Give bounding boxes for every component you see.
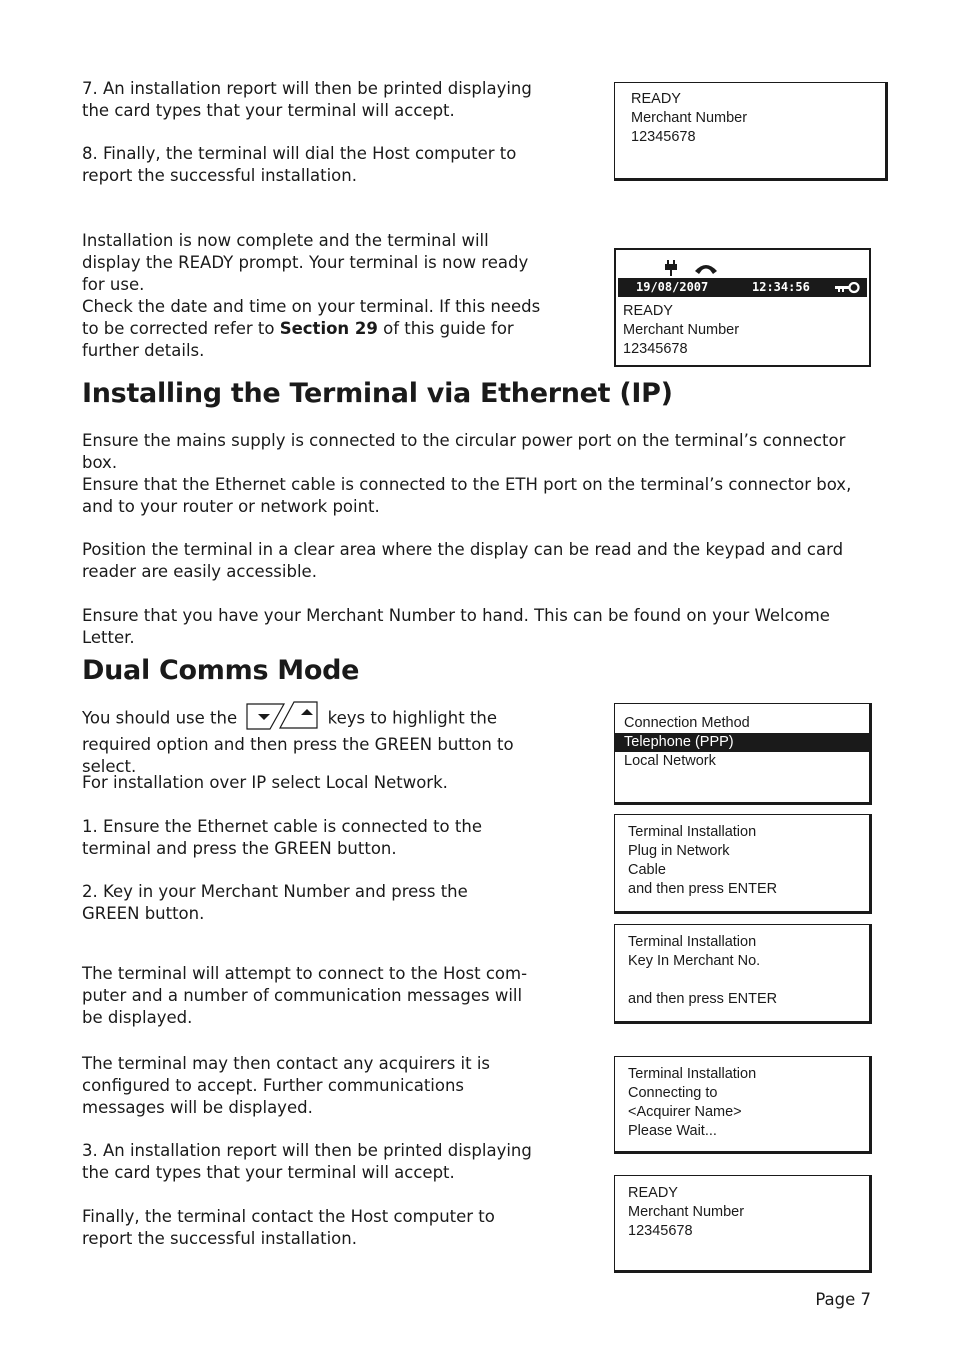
terminal-screen-key-merchant bbox=[614, 924, 872, 1024]
screen-line: READY bbox=[631, 91, 681, 107]
terminal-screen-plug-network bbox=[614, 814, 872, 914]
use-keys-text bbox=[82, 704, 562, 778]
connection-option-local-network[interactable]: Local Network bbox=[624, 753, 716, 769]
acquirers-text: The terminal may then contact any acquirers it is configured to accept. Further communications messages will be displayed. bbox=[82, 1054, 491, 1117]
screen-line: Terminal Installation bbox=[628, 1066, 757, 1082]
terminal-screen-connecting bbox=[614, 1056, 872, 1154]
step-8-text: 8. Finally, the terminal will dial the Host computer to report the successful installation. bbox=[82, 144, 517, 185]
status-time: 12:34:56 bbox=[752, 280, 810, 294]
screen-line: Cable bbox=[628, 862, 666, 878]
key-icon bbox=[835, 282, 861, 294]
status-date: 19/08/2007 bbox=[636, 280, 709, 294]
ethernet-paragraph-4: Ensure that you have your Merchant Number to hand. This can be found on your Welcome Letter. bbox=[82, 606, 830, 647]
terminal-screen-ready-status bbox=[614, 248, 871, 367]
ethernet-paragraph-2: Ensure that the Ethernet cable is connected to the ETH port on the terminal’s connector box, and to your router or network point. bbox=[82, 475, 852, 516]
step-7-text: 7. An installation report will then be printed displaying the card types that your terminal will accept. bbox=[82, 79, 532, 120]
screen-line: Terminal Installation bbox=[628, 934, 757, 950]
screen-line: Merchant Number bbox=[628, 1204, 745, 1220]
dual-step-2-text: 2. Key in your Merchant Number and press the GREEN button. bbox=[82, 882, 468, 923]
dual-step-3-text: 3. An installation report will then be printed displaying the card types that your terminal will accept. bbox=[82, 1141, 532, 1182]
screen-line: Connecting to bbox=[628, 1085, 718, 1101]
screen-line: Plug in Network bbox=[628, 843, 730, 859]
date-time-bar bbox=[618, 278, 867, 297]
screen-line: READY bbox=[623, 303, 673, 319]
terminal-screen-ready-2 bbox=[614, 1175, 872, 1273]
screen-line: READY bbox=[628, 1185, 678, 1201]
screen-line: 12345678 bbox=[623, 341, 688, 357]
dual-comms-heading: Dual Comms Mode bbox=[82, 655, 360, 686]
screen-line: and then press ENTER bbox=[628, 881, 778, 897]
screen-line bbox=[628, 971, 869, 990]
finally-text: Finally, the terminal contact the Host computer to report the successful installation. bbox=[82, 1207, 495, 1248]
status-area bbox=[618, 252, 867, 297]
check-date-text-after: of this guide for further details. bbox=[82, 319, 514, 360]
screen-line: Please Wait... bbox=[628, 1123, 717, 1139]
screen-line: 12345678 bbox=[631, 129, 696, 145]
installation-complete-text: Installation is now complete and the terminal will display the READY prompt. Your terminal is now ready for use. bbox=[82, 231, 529, 294]
telephone-handset-icon bbox=[693, 262, 719, 276]
ethernet-heading: Installing the Terminal via Ethernet (IP) bbox=[82, 378, 673, 409]
screen-line: <Acquirer Name> bbox=[628, 1104, 742, 1120]
screen-line: Merchant Number bbox=[623, 322, 740, 338]
screen-line: Terminal Installation bbox=[628, 824, 757, 840]
use-keys-after: keys to highlight the bbox=[327, 708, 498, 728]
page-number: Page 7 bbox=[815, 1290, 871, 1309]
ethernet-paragraph-3: Position the terminal in a clear area where the display can be read and the keypad and card reader are easily accessible. bbox=[82, 540, 844, 581]
power-plug-icon bbox=[664, 260, 678, 276]
use-keys-line-2: required option and then press the GREEN button to select. bbox=[82, 735, 514, 776]
check-date-text-before: Check the date and time on your terminal. If this needs to be corrected refer to bbox=[82, 297, 541, 338]
screen-line: Merchant Number bbox=[631, 110, 748, 126]
screen-line: Key In Merchant No. bbox=[628, 953, 761, 969]
ip-select-text: For installation over IP select Local Network. bbox=[82, 773, 448, 792]
ethernet-paragraph-1: Ensure the mains supply is connected to the circular power port on the terminal’s connector box. bbox=[82, 431, 846, 472]
screen-title: Connection Method bbox=[624, 715, 750, 731]
connection-option-telephone[interactable]: Telephone (PPP) bbox=[615, 733, 869, 752]
terminal-screen-connection-method bbox=[614, 703, 872, 805]
section-reference: Section 29 bbox=[279, 319, 378, 338]
use-keys-before: You should use the bbox=[82, 708, 238, 728]
host-connect-text: The terminal will attempt to connect to the Host com- puter and a number of communication messages will be displayed. bbox=[82, 964, 528, 1027]
screen-line: 12345678 bbox=[628, 1223, 693, 1239]
up-down-arrow-keys-icon bbox=[246, 701, 318, 731]
screen-line: and then press ENTER bbox=[628, 991, 778, 1007]
dual-step-1-text: 1. Ensure the Ethernet cable is connected to the terminal and press the GREEN button. bbox=[82, 817, 482, 858]
terminal-screen-ready-1 bbox=[614, 82, 888, 181]
screen-text-area bbox=[616, 297, 869, 359]
check-date-text bbox=[82, 296, 552, 362]
